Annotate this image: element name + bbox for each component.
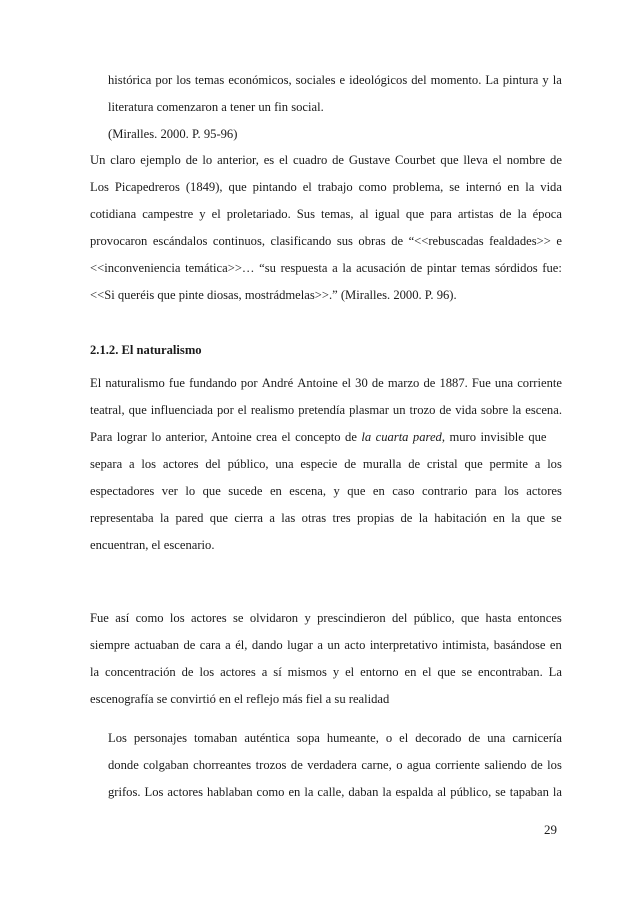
- word: teatral,: [90, 403, 125, 417]
- word: hasta: [485, 611, 512, 625]
- word: interpretativo: [369, 638, 438, 652]
- word: obras: [358, 234, 386, 248]
- text-line: [90, 179, 562, 195]
- text-line: [90, 610, 562, 626]
- word: que: [209, 511, 228, 525]
- word: de: [185, 153, 198, 167]
- word: pared: [175, 511, 204, 525]
- word: Fue: [471, 376, 491, 390]
- word: lo: [202, 153, 213, 167]
- word: de: [344, 457, 357, 471]
- word: intimista,: [442, 638, 490, 652]
- word: saliendo: [484, 758, 527, 772]
- word: separa: [90, 457, 123, 471]
- word: personajes: [133, 731, 188, 745]
- word: a: [128, 457, 135, 471]
- word: los: [169, 611, 185, 625]
- text-line: [90, 429, 547, 445]
- word: a: [317, 638, 323, 652]
- word: fealdades>>: [489, 234, 551, 248]
- word: e: [339, 73, 346, 87]
- text-line: [90, 483, 562, 499]
- word: dando: [251, 638, 283, 652]
- word: público,: [450, 785, 492, 799]
- word: o: [396, 758, 403, 772]
- word: que: [464, 457, 483, 471]
- word: la: [342, 261, 352, 275]
- word: 30: [355, 376, 368, 390]
- word: en: [269, 484, 282, 498]
- word: de: [468, 731, 481, 745]
- word: económicos,: [228, 73, 292, 87]
- word: trozo: [409, 403, 436, 417]
- word: influenciada: [150, 403, 214, 417]
- word: una: [275, 457, 294, 471]
- word: de: [530, 758, 543, 772]
- word: pintar: [426, 261, 457, 275]
- word: “su: [259, 261, 276, 275]
- word: sí: [273, 665, 282, 679]
- word: Fue: [90, 611, 109, 625]
- word: del: [205, 457, 221, 471]
- word: y: [333, 484, 340, 498]
- word: trozos: [255, 758, 287, 772]
- word: plasmar: [349, 403, 389, 417]
- italic-term: la cuarta pared: [361, 430, 442, 444]
- text-line: [108, 72, 562, 88]
- word: vida: [455, 403, 477, 417]
- word: daban: [348, 785, 379, 799]
- word: a: [261, 665, 268, 679]
- word: entorno: [360, 665, 399, 679]
- word: la: [552, 785, 562, 799]
- word: continuos,: [212, 234, 266, 248]
- word: provocaron: [90, 234, 148, 248]
- word: cuadro: [293, 153, 328, 167]
- word: sórdidos: [494, 261, 538, 275]
- word: de: [499, 207, 512, 221]
- word: sociales: [295, 73, 336, 87]
- word: pretendía: [298, 403, 346, 417]
- word: como: [256, 785, 285, 799]
- word: espalda: [395, 785, 434, 799]
- word: muralla: [362, 457, 402, 471]
- text-line: [90, 260, 562, 276]
- word: Picapedreros: [114, 180, 180, 194]
- word: los: [199, 665, 215, 679]
- word: el: [211, 207, 221, 221]
- word: Gustave: [348, 153, 391, 167]
- word: en: [288, 785, 301, 799]
- page-number: 29: [544, 822, 557, 837]
- text-line: [90, 233, 562, 249]
- word: La: [548, 665, 562, 679]
- word: internó: [465, 180, 502, 194]
- word: auténtica: [244, 731, 290, 745]
- word: de: [400, 511, 413, 525]
- word: de: [408, 457, 421, 471]
- word: problema,: [392, 180, 444, 194]
- word: decorado: [415, 731, 462, 745]
- word: un: [327, 638, 340, 652]
- word: Sus: [296, 207, 315, 221]
- word: <<inconveniencia: [90, 261, 181, 275]
- word: el: [237, 403, 247, 417]
- word: cara: [199, 638, 221, 652]
- text-line: encuentran, el escenario.: [90, 538, 215, 552]
- word: de: [371, 376, 384, 390]
- word: la: [517, 207, 527, 221]
- word: se: [495, 785, 506, 799]
- word: otras: [301, 511, 327, 525]
- word: en: [507, 180, 520, 194]
- word: para: [430, 207, 452, 221]
- word: Los: [90, 180, 109, 194]
- text-line: [108, 784, 562, 800]
- word: escándalos: [152, 234, 208, 248]
- word: la: [552, 73, 562, 87]
- word: época: [532, 207, 562, 221]
- word: de: [183, 638, 196, 652]
- word: fundando: [189, 376, 237, 390]
- word: por: [240, 376, 258, 390]
- word: así: [115, 611, 130, 625]
- word: del: [391, 611, 408, 625]
- word: la: [90, 665, 100, 679]
- word: que: [460, 611, 480, 625]
- word: en: [404, 665, 417, 679]
- text-line: [90, 510, 562, 526]
- word: carnicería: [512, 731, 562, 745]
- word: o: [385, 731, 393, 745]
- word: se: [461, 665, 473, 679]
- text-line: (Miralles. 2000. P. 95-96): [108, 127, 238, 141]
- word: la: [382, 785, 392, 799]
- word: siempre: [90, 638, 130, 652]
- word: temas,: [321, 207, 354, 221]
- word: el: [422, 665, 432, 679]
- word: las: [281, 511, 296, 525]
- word: marzo: [387, 376, 420, 390]
- word: realismo: [250, 403, 295, 417]
- word: ideológicos: [349, 73, 408, 87]
- section-heading: 2.1.2. El naturalismo: [90, 343, 202, 357]
- word: un: [392, 403, 406, 417]
- word: la: [525, 180, 535, 194]
- word: lleva: [463, 153, 488, 167]
- word: de: [391, 234, 404, 248]
- word: de: [332, 153, 344, 167]
- word: la: [304, 785, 314, 799]
- word: representaba: [90, 511, 154, 525]
- word: anterior,: [217, 153, 259, 167]
- text-line: [90, 402, 562, 418]
- word: proletariado.: [226, 207, 291, 221]
- word: grifos.: [108, 785, 141, 799]
- word: Courbet: [394, 153, 436, 167]
- word: propias: [357, 511, 395, 525]
- word: tres: [332, 511, 351, 525]
- word: el: [279, 153, 289, 167]
- word: el: [345, 665, 355, 679]
- word: espectadores: [90, 484, 155, 498]
- word: clasificando: [270, 234, 332, 248]
- word: temas: [460, 261, 491, 275]
- word: encontraban.: [478, 665, 543, 679]
- word: y: [304, 611, 311, 625]
- word: por: [217, 403, 234, 417]
- word: a: [332, 261, 338, 275]
- word: lo: [185, 484, 196, 498]
- word: cierra: [234, 511, 263, 525]
- text-line: [90, 375, 562, 391]
- word: corriente: [517, 376, 562, 390]
- word: verdadera: [307, 758, 357, 772]
- word: a: [225, 638, 231, 652]
- word: la: [418, 511, 428, 525]
- word: que: [437, 665, 456, 679]
- text-line: <<Si queréis que pinte diosas, mostrádmelas>>.” (Miralles. 2000. P. 96).: [90, 288, 457, 302]
- word: La: [485, 73, 499, 87]
- word: pintura: [502, 73, 539, 87]
- word: los: [141, 457, 157, 471]
- word: trabajo: [317, 180, 353, 194]
- text-line: [90, 152, 562, 168]
- word: Antoine: [297, 376, 338, 390]
- word: de: [290, 758, 303, 772]
- word: del: [411, 73, 427, 87]
- word: como: [358, 180, 387, 194]
- word: fue:: [542, 261, 562, 275]
- word: actuaban: [134, 638, 180, 652]
- word: en: [549, 638, 562, 652]
- word: la: [512, 403, 522, 417]
- word: él,: [235, 638, 248, 652]
- word: por: [155, 73, 173, 87]
- text-line: literatura comenzaron a tener un fin social.: [108, 100, 324, 114]
- word: temas: [194, 73, 225, 87]
- word: actores: [190, 611, 227, 625]
- word: vida: [540, 180, 562, 194]
- word: se: [232, 611, 244, 625]
- word: escena,: [289, 484, 327, 498]
- word: cristal: [426, 457, 458, 471]
- word: momento.: [430, 73, 482, 87]
- word: de: [423, 376, 436, 390]
- word: público,: [413, 611, 455, 625]
- word: que: [228, 180, 247, 194]
- word: la: [511, 511, 521, 525]
- word: se: [449, 180, 460, 194]
- word: se: [551, 511, 562, 525]
- word: y: [542, 73, 549, 87]
- word: que: [526, 511, 545, 525]
- word: carne,: [361, 758, 392, 772]
- word: tomaban: [193, 731, 238, 745]
- word: habitación: [434, 511, 487, 525]
- word: el: [302, 180, 312, 194]
- text-line: [108, 730, 562, 746]
- word: ver: [161, 484, 178, 498]
- word: colgaban: [143, 758, 189, 772]
- word: que: [405, 207, 425, 221]
- word: público,: [227, 457, 269, 471]
- word: contrario: [422, 484, 468, 498]
- word: como: [135, 611, 164, 625]
- word: actores: [162, 457, 199, 471]
- word: tapaban: [509, 785, 549, 799]
- word: corriente: [435, 758, 480, 772]
- word: prescindieron: [317, 611, 386, 625]
- word: El: [90, 376, 102, 390]
- word: agua: [406, 758, 431, 772]
- word: 1887.: [439, 376, 468, 390]
- word: a: [534, 457, 541, 471]
- word: chorreantes: [193, 758, 252, 772]
- word: una: [494, 376, 514, 390]
- word: Un: [90, 153, 106, 167]
- word: en: [493, 511, 505, 525]
- word: el: [399, 731, 409, 745]
- word: y: [332, 665, 340, 679]
- text-line: [90, 664, 562, 680]
- word: que: [347, 484, 366, 498]
- word: e: [556, 234, 562, 248]
- word: actores: [220, 665, 256, 679]
- word: y: [199, 207, 206, 221]
- word: el: [492, 153, 502, 167]
- word: que: [202, 484, 221, 498]
- word: permite: [489, 457, 528, 471]
- word: olvidaron: [249, 611, 299, 625]
- word: donde: [108, 758, 139, 772]
- word: sobre: [480, 403, 509, 417]
- word: caso: [392, 484, 415, 498]
- word: concentración: [105, 665, 176, 679]
- word: artistas: [457, 207, 494, 221]
- word: de: [439, 403, 452, 417]
- word: de: [181, 665, 194, 679]
- word: igual: [374, 207, 400, 221]
- text-line: escenografía se convirtió en el reflejo más fiel a su realidad: [90, 692, 390, 706]
- word: los: [504, 484, 519, 498]
- word: escena.: [525, 403, 562, 417]
- word: “<<rebuscadas: [408, 234, 484, 248]
- word: sopa: [296, 731, 320, 745]
- word: de: [550, 153, 562, 167]
- word: que: [128, 403, 147, 417]
- word: Los: [144, 785, 164, 799]
- word: especie: [300, 457, 338, 471]
- word: calle,: [317, 785, 345, 799]
- word: (1849),: [185, 180, 223, 194]
- word: mismos: [287, 665, 327, 679]
- word: para: [474, 484, 497, 498]
- word: humeante,: [326, 731, 379, 745]
- word: campestre: [142, 207, 194, 221]
- word: los: [176, 73, 191, 87]
- word: acto: [344, 638, 366, 652]
- word: Los: [108, 731, 127, 745]
- text-line: [90, 206, 562, 222]
- text-line: [90, 456, 562, 472]
- word: actores: [167, 785, 204, 799]
- word: acusación: [356, 261, 406, 275]
- word: lugar: [287, 638, 313, 652]
- word: cotidiana: [90, 207, 137, 221]
- word: claro: [110, 153, 136, 167]
- word: sucede: [228, 484, 263, 498]
- word: fue: [168, 376, 185, 390]
- word: al: [437, 785, 447, 799]
- word: el: [341, 376, 352, 390]
- word: entonces: [517, 611, 562, 625]
- text-line: [90, 637, 562, 653]
- word: en: [372, 484, 385, 498]
- text-line: [108, 757, 562, 773]
- word: que: [440, 153, 459, 167]
- word: los: [547, 457, 562, 471]
- word: histórica: [108, 73, 152, 87]
- word: ejemplo: [140, 153, 181, 167]
- word: pintando: [252, 180, 297, 194]
- word: hablaban: [207, 785, 253, 799]
- text-run: Para lograr lo anterior, Antoine crea el concepto de: [90, 430, 362, 444]
- word: naturalismo: [105, 376, 165, 390]
- word: André: [261, 376, 294, 390]
- word: temática>>…: [185, 261, 255, 275]
- word: al: [359, 207, 369, 221]
- word: una: [487, 731, 506, 745]
- word: es: [263, 153, 275, 167]
- word: la: [160, 511, 170, 525]
- word: actores: [526, 484, 562, 498]
- word: a: [269, 511, 275, 525]
- word: los: [547, 758, 562, 772]
- text-run: , muro invisible que: [441, 430, 547, 444]
- word: nombre: [506, 153, 546, 167]
- word: de: [410, 261, 423, 275]
- word: sus: [336, 234, 353, 248]
- word: basándose: [493, 638, 546, 652]
- word: respuesta: [280, 261, 328, 275]
